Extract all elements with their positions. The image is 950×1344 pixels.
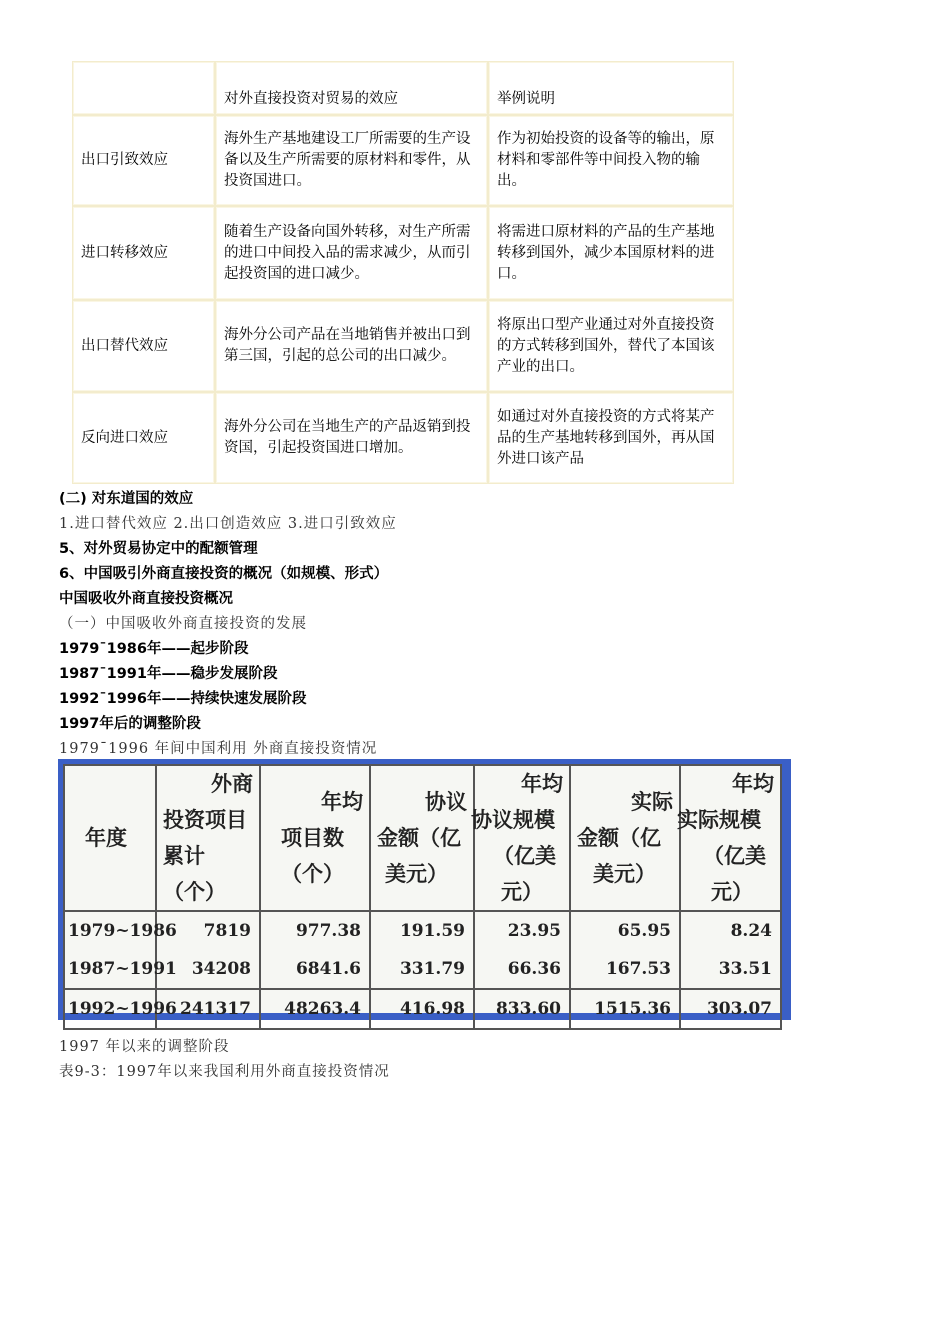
value-cell: 7819 bbox=[156, 911, 260, 950]
header-actual-avg: 年均 实际规模 （亿美 元） bbox=[680, 765, 781, 911]
value-cell: 6841.6 bbox=[260, 950, 370, 989]
value-cell: 48263.4 bbox=[260, 989, 370, 1029]
effect-example: 将需进口原材料的产品的生产基地转移到国外，减少本国原材料的进口。 bbox=[488, 206, 734, 300]
header-cell: 举例说明 bbox=[488, 61, 734, 115]
header-contract-amount: 协议 金额（亿 美元） bbox=[370, 765, 474, 911]
effect-example: 作为初始投资的设备等的输出，原材料和零部件等中间投入物的输出。 bbox=[488, 115, 734, 206]
fdi-table bbox=[63, 764, 782, 1030]
year-cell: 1979~1986 bbox=[64, 911, 156, 950]
table-row bbox=[72, 115, 734, 206]
effect-name: 出口替代效应 bbox=[72, 300, 215, 392]
section-subheading: 1997 年以来的调整阶段 bbox=[59, 1039, 230, 1055]
effect-description: 随着生产设备向国外转移，对生产所需的进口中间投入品的需求减少，从而引起投资国的进口减少。 bbox=[215, 206, 488, 300]
section-heading: 5、对外贸易协定中的配额管理 bbox=[59, 541, 258, 557]
year-cell: 1987~1991 bbox=[64, 950, 156, 989]
value-cell: 1515.36 bbox=[570, 989, 680, 1029]
stage-heading: 1979¯1986年——起步阶段 bbox=[59, 641, 249, 657]
header-year: 年度 bbox=[64, 765, 156, 911]
table-header-row bbox=[64, 765, 781, 911]
header-actual-amount: 实际 金额（亿 美元） bbox=[570, 765, 680, 911]
section-heading: 6、中国吸引外商直接投资的概况（如规模、形式） bbox=[59, 566, 389, 582]
header-cell: 对外直接投资对贸易的效应 bbox=[215, 61, 488, 115]
stage-heading: 1987¯1991年——稳步发展阶段 bbox=[59, 666, 278, 682]
header-projects-avg: 年均 项目数 （个） bbox=[260, 765, 370, 911]
header-contract-avg: 年均 协议规模 （亿美 元） bbox=[474, 765, 570, 911]
effect-description: 海外分公司产品在当地销售并被出口到第三国，引起的总公司的出口减少。 bbox=[215, 300, 488, 392]
section-heading: (二) 对东道国的效应 bbox=[59, 491, 194, 507]
value-cell: 303.07 bbox=[680, 989, 781, 1029]
effect-name: 反向进口效应 bbox=[72, 392, 215, 484]
year-cell: 1992~1996 bbox=[64, 989, 156, 1029]
effect-description: 海外分公司在当地生产的产品返销到投资国，引起投资国进口增加。 bbox=[215, 392, 488, 484]
value-cell: 23.95 bbox=[474, 911, 570, 950]
value-cell: 416.98 bbox=[370, 989, 474, 1029]
value-cell: 331.79 bbox=[370, 950, 474, 989]
header-cell bbox=[72, 61, 215, 115]
effect-description: 海外生产基地建设工厂所需要的生产设备以及生产所需要的原材料和零件，从投资国进口。 bbox=[215, 115, 488, 206]
table-row bbox=[64, 911, 781, 950]
value-cell: 33.51 bbox=[680, 950, 781, 989]
table-row bbox=[72, 206, 734, 300]
effect-example: 将原出口型产业通过对外直接投资的方式转移到国外，替代了本国该产业的出口。 bbox=[488, 300, 734, 392]
effect-name: 出口引致效应 bbox=[72, 115, 215, 206]
trade-effects-table bbox=[72, 61, 734, 484]
value-cell: 66.36 bbox=[474, 950, 570, 989]
value-cell: 191.59 bbox=[370, 911, 474, 950]
table-row bbox=[72, 300, 734, 392]
table-row bbox=[64, 989, 781, 1029]
value-cell: 241317 bbox=[156, 989, 260, 1029]
table-caption: 1979¯1996 年间中国利用 外商直接投资情况 bbox=[59, 741, 378, 757]
section-heading: 中国吸收外商直接投资概况 bbox=[59, 591, 233, 607]
value-cell: 65.95 bbox=[570, 911, 680, 950]
value-cell: 833.60 bbox=[474, 989, 570, 1029]
value-cell: 34208 bbox=[156, 950, 260, 989]
value-cell: 8.24 bbox=[680, 911, 781, 950]
table-header-row bbox=[72, 61, 734, 115]
investment-table-panel bbox=[63, 764, 780, 1019]
value-cell: 977.38 bbox=[260, 911, 370, 950]
body-text: （一）中国吸收外商直接投资的发展 bbox=[59, 616, 307, 632]
header-projects-total: 外商 投资项目 累计（个） bbox=[156, 765, 260, 911]
effect-example: 如通过对外直接投资的方式将某产品的生产基地转移到国外，再从国外进口该产品 bbox=[488, 392, 734, 484]
stage-heading: 1997年后的调整阶段 bbox=[59, 716, 201, 732]
effect-name: 进口转移效应 bbox=[72, 206, 215, 300]
table-row bbox=[72, 392, 734, 484]
table-caption: 表9-3：1997年以来我国利用外商直接投资情况 bbox=[59, 1064, 390, 1080]
body-text: 1.进口替代效应 2.出口创造效应 3.进口引致效应 bbox=[59, 516, 397, 532]
investment-table-image bbox=[58, 759, 791, 1020]
value-cell: 167.53 bbox=[570, 950, 680, 989]
stage-heading: 1992¯1996年——持续快速发展阶段 bbox=[59, 691, 307, 707]
table-row bbox=[64, 950, 781, 989]
